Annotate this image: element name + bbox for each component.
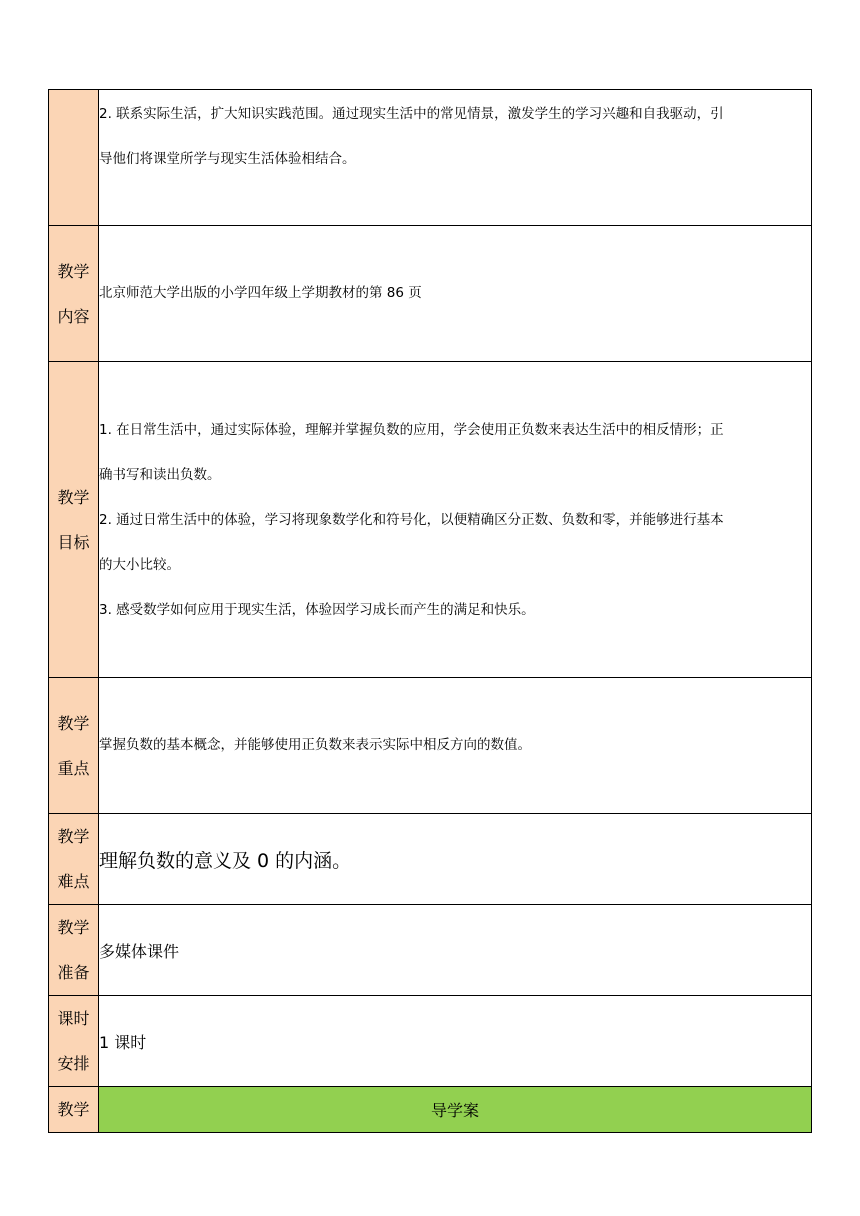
goals-line-4: 的大小比较。	[99, 557, 180, 573]
goals-line-3: 2. 通过日常生活中的体验，学习将现象数学化和符号化，以便精确区分正数、负数和零，并能够进行基本	[99, 512, 724, 528]
preparation-label	[49, 905, 99, 996]
guide-label-text: 教学	[57, 1100, 90, 1119]
schedule-label-line2: 安排	[57, 1054, 90, 1073]
difficulties-row	[49, 814, 812, 905]
difficulties-label	[49, 814, 99, 905]
goals-label	[49, 362, 99, 678]
content-label	[49, 226, 99, 362]
difficulties-text: 理解负数的意义及 0 的内涵。	[99, 849, 352, 872]
objective-continued-cell	[99, 90, 812, 226]
key-points-cell	[99, 678, 812, 814]
goals-line-2: 确书写和读出负数。	[99, 467, 221, 483]
preparation-cell	[99, 905, 812, 996]
goals-cell	[99, 362, 812, 678]
key-points-label	[49, 678, 99, 814]
schedule-text: 1 课时	[99, 1032, 147, 1052]
schedule-row	[49, 996, 812, 1087]
key-points-label-line1: 教学	[57, 713, 90, 733]
guide-row	[49, 1087, 812, 1133]
difficulties-cell	[99, 814, 812, 905]
objective-continued-row	[49, 90, 812, 226]
goals-line-1: 1. 在日常生活中，通过实际体验，理解并掌握负数的应用，学会使用正负数来表达生活中的相反情形；正	[99, 422, 724, 438]
preparation-label-line2: 准备	[57, 963, 90, 982]
guide-header-cell	[99, 1087, 812, 1133]
goals-row	[49, 362, 812, 678]
key-points-text: 掌握负数的基本概念，并能够使用正负数来表示实际中相反方向的数值。	[99, 737, 531, 753]
schedule-label-line1: 课时	[57, 1009, 90, 1028]
content-label-line1: 教学	[57, 261, 90, 281]
content-row	[49, 226, 812, 362]
preparation-text: 多媒体课件	[99, 941, 180, 961]
objective-continued-label-cell	[49, 90, 99, 226]
goals-label-line2: 目标	[57, 532, 90, 552]
key-points-row	[49, 678, 812, 814]
lesson-plan-table	[48, 89, 812, 1133]
schedule-label	[49, 996, 99, 1087]
content-label-line2: 内容	[57, 306, 90, 326]
difficulties-label-line1: 教学	[57, 827, 90, 846]
key-points-label-line2: 重点	[57, 758, 90, 778]
content-cell	[99, 226, 812, 362]
guide-label	[49, 1087, 99, 1133]
objective-line-1: 2. 联系实际生活，扩大知识实践范围。通过现实生活中的常见情景，激发学生的学习兴趣和自我驱动，引	[99, 106, 724, 122]
preparation-label-line1: 教学	[57, 918, 90, 937]
guide-header-text: 导学案	[430, 1101, 479, 1120]
objective-line-2: 导他们将课堂所学与现实生活体验相结合。	[99, 151, 356, 167]
preparation-row	[49, 905, 812, 996]
difficulties-label-line2: 难点	[57, 872, 90, 891]
schedule-cell	[99, 996, 812, 1087]
goals-label-line1: 教学	[57, 487, 90, 507]
goals-line-5: 3. 感受数学如何应用于现实生活，体验因学习成长而产生的满足和快乐。	[99, 602, 535, 618]
content-text: 北京师范大学出版的小学四年级上学期教材的第 86 页	[99, 285, 422, 301]
